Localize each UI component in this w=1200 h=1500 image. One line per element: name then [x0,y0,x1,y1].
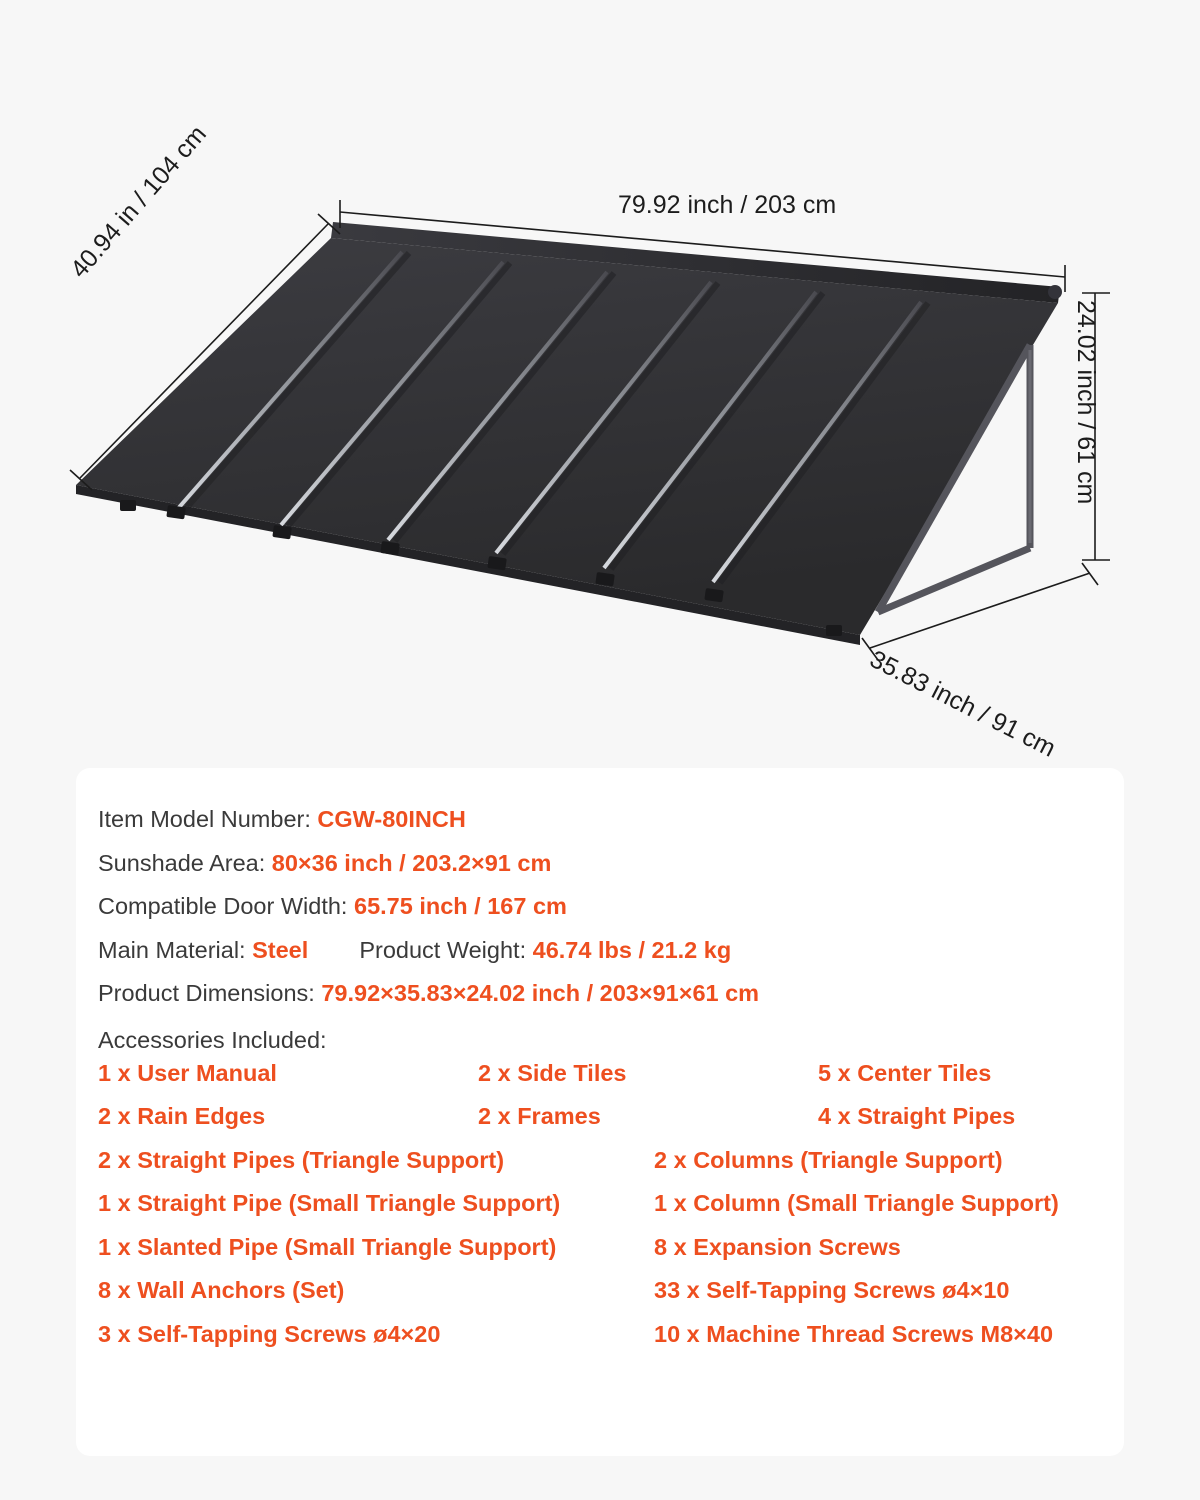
dimension-label-height: 24.02 inch / 61 cm [1072,300,1100,505]
accessory-item: 10 x Machine Thread Screws M8×40 [654,1320,1054,1347]
accessory-item: 3 x Self-Tapping Screws ø4×20 [98,1320,441,1347]
spec-value-sunshade-area: 80×36 inch / 203.2×91 cm [271,849,552,876]
accessory-row [98,1059,1124,1086]
accessory-item: 2 x Rain Edges [98,1103,266,1130]
accessory-row [98,1233,1124,1260]
accessory-item: 1 x Column (Small Triangle Support) [654,1190,1059,1217]
accessory-item: 5 x Center Tiles [818,1059,992,1086]
spec-value-model: CGW-80INCH [317,806,466,832]
specification-card [76,768,1124,1456]
accessory-item: 33 x Self-Tapping Screws ø4×10 [654,1277,1010,1304]
dimension-label-width: 79.92 inch / 203 cm [618,191,837,219]
spec-row-sunshade-area [98,848,1124,879]
roof-face [76,238,1058,635]
accessory-item: 2 x Straight Pipes (Triangle Support) [98,1146,505,1173]
spec-value-weight: 46.74 lbs / 21.2 kg [532,936,732,963]
accessory-item: 2 x Side Tiles [478,1059,627,1086]
spec-label-sunshade-area: Sunshade Area: [98,849,266,876]
accessory-row [98,1320,1124,1347]
spec-label-product-dimensions: Product Dimensions: [98,980,315,1007]
accessory-item: 1 x Slanted Pipe (Small Triangle Support) [98,1233,557,1260]
mount-cap [1048,285,1062,299]
accessory-item: 1 x User Manual [98,1059,277,1086]
accessories-heading: Accessories Included: [98,1026,327,1053]
accessory-item: 4 x Straight Pipes [818,1103,1016,1130]
spec-row-material-weight [98,935,1124,966]
accessory-item: 2 x Columns (Triangle Support) [654,1146,1003,1173]
spec-row-door-width [98,891,1124,922]
spec-value-material: Steel [252,936,309,963]
accessory-row [98,1192,1124,1216]
accessory-item: 8 x Wall Anchors (Set) [98,1277,345,1304]
accessory-item: 1 x Straight Pipe (Small Triangle Support) [98,1190,561,1217]
spec-label-material: Main Material: [98,936,246,963]
specification-list [76,768,1124,1346]
accessory-row [98,1279,1124,1303]
spec-row-product-dimensions [98,978,1124,1009]
spec-label-door-width: Compatible Door Width: [98,893,348,920]
spec-label-weight: Product Weight: [359,936,527,963]
accessory-item: 2 x Frames [478,1103,601,1130]
spec-row-model [98,804,1124,835]
accessories-grid [98,1059,1124,1347]
spec-value-door-width: 65.75 inch / 167 cm [354,893,567,920]
roof-panel-group [76,222,1060,645]
spec-value-product-dimensions: 79.92×35.83×24.02 inch / 203×91×61 cm [321,980,760,1007]
accessory-row [98,1146,1124,1173]
dimension-label-projection: 35.83 inch / 91 cm [865,645,1061,763]
accessory-item: 8 x Expansion Screws [654,1233,901,1260]
spec-label-model: Item Model Number: [98,806,311,832]
dimension-label-depth: 40.94 in / 104 cm [65,120,212,284]
accessory-row [98,1105,1124,1129]
